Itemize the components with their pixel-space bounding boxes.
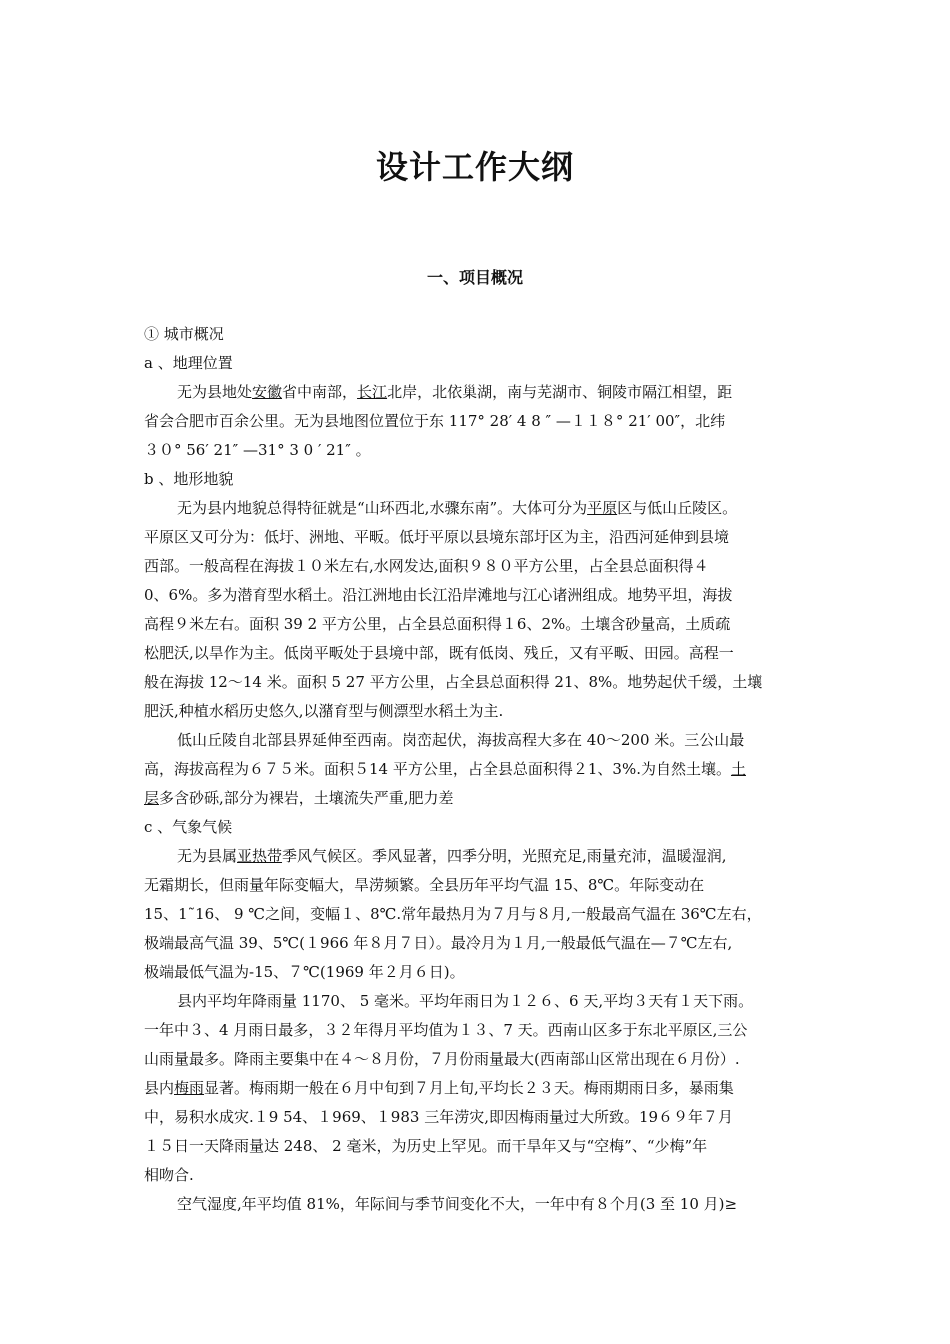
part-c-label: c 、气象气候 [144, 818, 233, 836]
text-line [144, 784, 806, 813]
text-line [144, 1016, 806, 1045]
text-segment: 无霜期长，但雨量年际变幅大，旱涝频繁。全县历年平均气温 15、8℃。年际变动在 [144, 876, 705, 894]
text-line [144, 1132, 806, 1161]
text-segment: 15、1˜16、 9 ℃之间，变幅１、8℃.常年最热月为７月与８月,一般最高气温在 36℃左右， [144, 905, 762, 923]
text-segment: １５日一天降雨量达 248、 2 毫米，为历史上罕见。而干旱年又与“空梅”、“少梅”年 [144, 1137, 708, 1155]
underlined-term: 平原 [587, 499, 618, 517]
underlined-term: 亚热带 [237, 847, 283, 865]
text-segment: 一年中３、4 月雨日最多，３２年得月平均值为１３、7 天。西南山区多于东北平原区,三公 [144, 1021, 748, 1039]
text-segment: 西部。一般高程在海拔１０米左右,水网发达,面积９８０平方公里，占全县总面积得４ [144, 557, 709, 575]
text-segment: 无为县地处 [177, 383, 253, 401]
text-segment: 极端最高气温 39、5℃(１966 年８月７日）。最冷月为１月,一般最低气温在—７℃左右, [144, 934, 733, 952]
underlined-term: 安徽 [252, 383, 283, 401]
text-segment: 平原区又可分为：低圩、洲地、平畈。低圩平原以县境东部圩区为主，沿西河延伸到县境 [144, 528, 730, 546]
text-line [144, 668, 806, 697]
text-segment: 般在海拔 12～14 米。面积 5 27 平方公里，占全县总面积得 21、8%。地势起伏千缓，土壤 [144, 673, 763, 691]
text-segment: 中，易积水成灾.１9 54、１969、１983 三年涝灾,即因梅雨量过大所致。19６９年７月 [144, 1108, 734, 1126]
part-c-paragraph-2 [144, 987, 806, 1190]
text-segment: 高，海拔高程为６７５米。面积５14 平方公里，占全县总面积得２1、3%.为自然土壤。 [144, 760, 731, 778]
text-line [144, 900, 806, 929]
underlined-term: 层 [144, 789, 160, 807]
text-line [144, 610, 806, 639]
text-line [144, 958, 806, 987]
part-a-label: a 、地理位置 [144, 354, 233, 372]
text-line [144, 1161, 806, 1190]
part-b-paragraph-2 [144, 726, 806, 813]
text-line [144, 842, 806, 871]
text-segment: 北岸，北依巢湖，南与芜湖市、铜陵市隔江相望，距 [387, 383, 733, 401]
document-title: 设计工作大纲 [375, 148, 574, 186]
text-segment: 松肥沃,以旱作为主。低岗平畈处于县境中部，既有低岗、残丘，又有平畈、田园。高程一 [144, 644, 734, 662]
text-segment: 相吻合. [144, 1166, 194, 1184]
text-line [144, 1074, 806, 1103]
text-segment: 0、6%。多为潜育型水稻土。沿江洲地由长江沿岸滩地与江心诸洲组成。地势平坦，海拔 [144, 586, 733, 604]
text-line [144, 871, 806, 900]
text-segment: 多含砂砾,部分为裸岩，土壤流失严重,肥力差 [159, 789, 454, 807]
text-segment: 无为县属 [177, 847, 238, 865]
part-b-paragraph-1 [144, 494, 806, 726]
section-heading: 一、项目概况 [426, 268, 523, 287]
text-line [144, 378, 806, 407]
text-line [144, 1190, 806, 1219]
text-segment: 山雨量最多。降雨主要集中在４～８月份，７月份雨量最大(西南部山区常出现在６月份）. [144, 1050, 740, 1068]
part-c-paragraph-1 [144, 842, 806, 987]
text-segment: ３０° 56′ 21″ —31° 3 0 ′ 21″ 。 [144, 441, 371, 459]
text-line [144, 639, 806, 668]
text-line [144, 1103, 806, 1132]
underlined-term: 土 [730, 760, 746, 778]
text-segment: 高程９米左右。面积 39 2 平方公里，占全县总面积得１6、2%。土壤含砂量高，土质疏 [144, 615, 731, 633]
text-line [144, 987, 806, 1016]
text-segment: 县内 [144, 1079, 175, 1097]
text-segment: 低山丘陵自北部县界延伸至西南。岗峦起伏，海拔高程大多在 40～200 米。三公山最 [177, 731, 745, 749]
text-segment: 肥沃,种植水稻历史悠久,以潴育型与侧漂型水稻土为主. [144, 702, 504, 720]
text-segment: 显著。梅雨期一般在６月中旬到７月上旬,平均长２３天。梅雨期雨日多，暴雨集 [204, 1079, 734, 1097]
document-body [144, 320, 806, 1219]
text-line [144, 726, 806, 755]
text-segment: 区与低山丘陵区。 [617, 499, 738, 517]
underlined-term: 长江 [357, 383, 388, 401]
text-segment: 季风气候区。季风显著，四季分明，光照充足,雨量充沛，温暖湿润, [282, 847, 727, 865]
text-segment: 空气湿度,年平均值 81%，年际间与季节间变化不大，一年中有８个月(3 至 10 月)≥ [177, 1195, 738, 1213]
text-line [144, 552, 806, 581]
text-segment: 县内平均年降雨量 1170、 5 毫米。平均年雨日为１２６、6 天,平均３天有１天下雨。 [177, 992, 754, 1010]
text-line [144, 755, 806, 784]
subsection-label: ① 城市概况 [144, 325, 224, 343]
text-segment: 无为县内地貌总得特征就是“山环西北,水骤东南”。大体可分为 [177, 499, 588, 517]
text-segment: 极端最低气温为-15、７℃(1969 年２月６日)。 [144, 963, 465, 981]
text-line [144, 523, 806, 552]
text-line [144, 581, 806, 610]
text-line [144, 1045, 806, 1074]
part-b-label: b 、地形地貌 [144, 470, 234, 488]
text-segment: 省会合肥市百余公里。无为县地图位置位于东 117° 28′ 4 8 ″ —１１８° 21′ 00″，北纬 [144, 412, 726, 430]
text-line [144, 929, 806, 958]
text-line [144, 407, 806, 436]
text-segment: 省中南部， [282, 383, 358, 401]
part-c-paragraph-3 [144, 1190, 806, 1219]
underlined-term: 梅雨 [174, 1079, 205, 1097]
text-line [144, 697, 806, 726]
text-line [144, 436, 806, 465]
text-line [144, 494, 806, 523]
part-a-paragraph [144, 378, 806, 465]
